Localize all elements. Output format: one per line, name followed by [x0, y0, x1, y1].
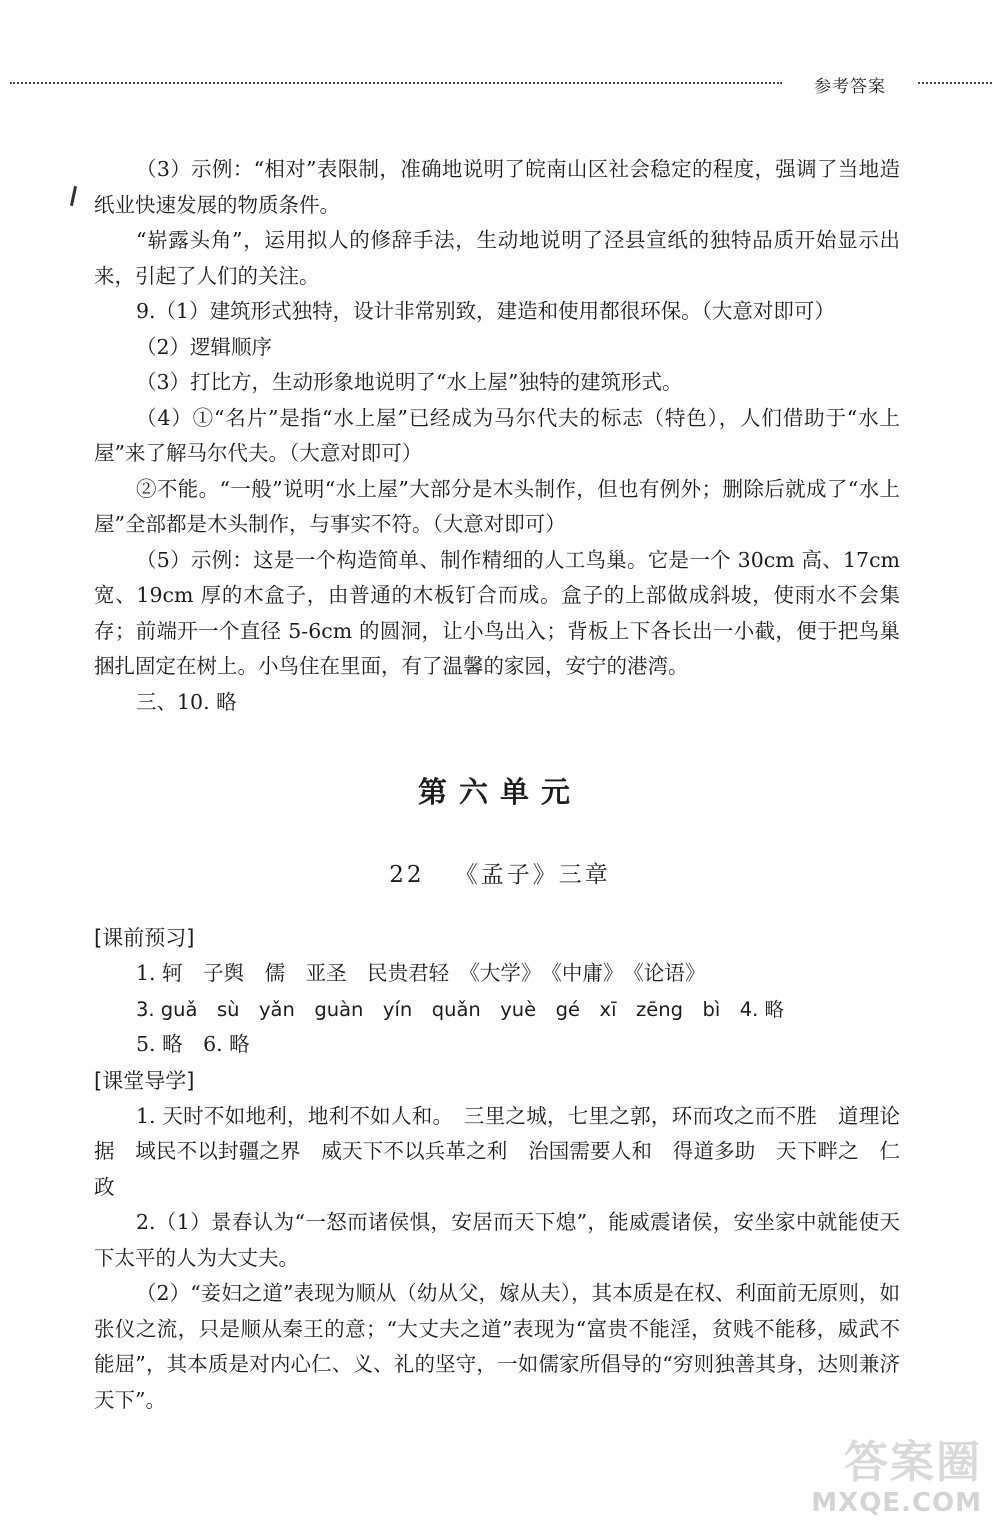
answer-paragraph: ②不能。“一般”说明“水上屋”大部分是木头制作，但也有例外；删除后就成了“水上屋”全部都是木头制作，与事实不符。（大意对即可）	[94, 476, 900, 536]
answer-paragraph: （3）打比方，生动形象地说明了“水上屋”独特的建筑形式。	[136, 370, 683, 394]
site-watermark	[752, 1426, 982, 1518]
answer-paragraph: （4）①“名片”是指“水上屋”已经成为马尔代夫的标志（特色），人们借助于“水上屋”来了解马尔代夫。（大意对即可）	[94, 405, 900, 465]
header-dotted-rule-right	[918, 82, 992, 84]
guide-label: [课堂导学]	[94, 1068, 195, 1093]
preview-label: [课前预习]	[94, 926, 195, 950]
answer-paragraph: 三、10. 略	[136, 689, 237, 714]
answer-paragraph: （2）逻辑顺序	[136, 334, 273, 359]
preview-pinyin-line: 3. guǎ sù yǎn guàn yín quǎn yuè gé xī zēng bì 4. 略	[136, 997, 785, 1021]
guide-paragraph: 1. 天时不如地利，地利不如人和。 三里之城，七里之郭，环而攻之而不胜 道理论据 域民不以封疆之界 威天下不以兵革之利 治国需要人和 得道多助 天下畔之 仁政	[94, 1103, 900, 1199]
watermark-logo-text: 答案圈	[844, 1437, 982, 1488]
answer-section-continued	[94, 152, 900, 720]
lesson-name: 《孟子》三章	[454, 862, 611, 888]
header-title: 参考答案	[814, 77, 886, 97]
pen-mark	[70, 186, 77, 206]
preview-line: 5. 略 6. 略	[136, 1032, 250, 1056]
answer-paragraph: 9.（1）建筑形式独特，设计非常别致，建造和使用都很环保。（大意对即可）	[136, 299, 835, 323]
watermark-url: MXQE.COM	[811, 1488, 982, 1518]
guide-paragraph: （2）“妾妇之道”表现为顺从（幼从父，嫁从夫），其本质是在权、利面前无原则，如张仪之流，只是顺从秦王的意；“大丈夫之道”表现为“富贵不能淫，贫贱不能移，威武不能屈”，其本质是对内心仁、义、礼的坚守，一如儒家所倡导的“穷则独善其身，达则兼济天下”。	[94, 1281, 900, 1412]
lesson-answers	[94, 920, 900, 1418]
answer-paragraph: （5）示例：这是一个构造简单、制作精细的人工鸟巢。它是一个 30cm 高、17cm 宽、19cm 厚的木盒子，由普通的木板钉合而成。盒子的上部做成斜坡，使雨水不会集存；前端开一个直径 5-6cm 的圆洞，让小鸟出入；背板上下各长出一小截，便于把鸟巢捆扎固定在树上。小鸟住在里面，有了温馨的家园，安宁的港湾。	[94, 547, 900, 678]
guide-paragraph: 2.（1）景春认为“一怒而诸侯惧，安居而天下熄”，能威震诸侯，安坐家中就能使天下太平的人为大丈夫。	[94, 1210, 900, 1270]
header-dotted-rule-left	[10, 82, 782, 84]
answer-paragraph: “崭露头角”，运用拟人的修辞手法，生动地说明了泾县宣纸的独特品质开始显示出来，引起了人们的关注。	[94, 228, 900, 288]
page-header	[0, 72, 1000, 96]
preview-line: 1. 轲 子舆 儒 亚圣 民贵君轻 《大学》 《中庸》 《论语》	[136, 961, 706, 985]
answer-paragraph: （3）示例：“相对”表限制，准确地说明了皖南山区社会稳定的程度，强调了当地造纸业快速发展的物质条件。	[94, 157, 900, 217]
lesson-number: 22	[389, 862, 425, 888]
lesson-title	[0, 856, 1000, 889]
unit-title: 第六单元	[417, 775, 582, 809]
